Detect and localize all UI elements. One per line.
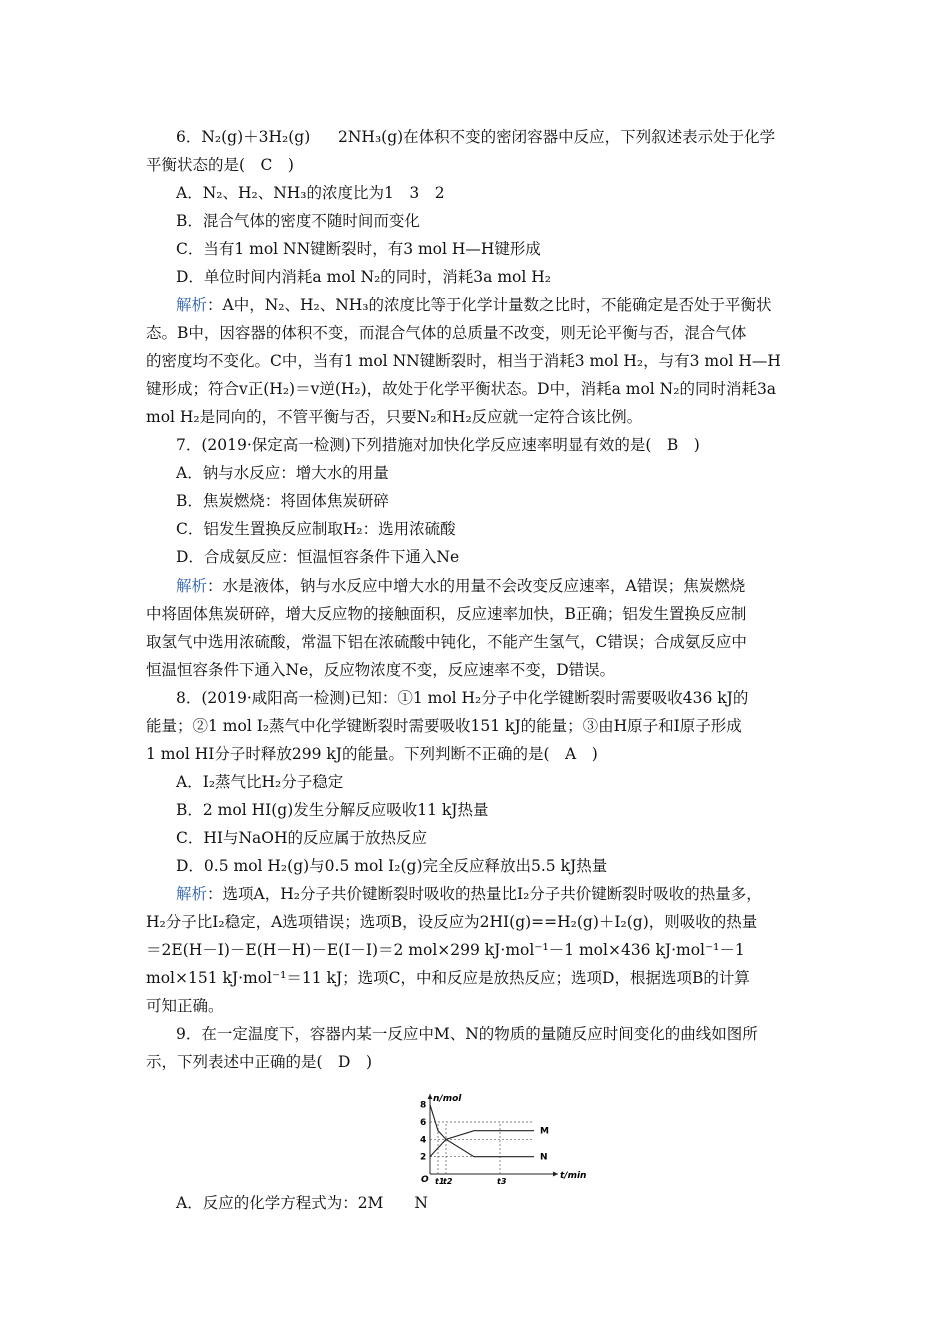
q8-stem-line1: 8．(2019·咸阳高一检测)已知：①1 mol H₂分子中化学键断裂时需要吸收436 kJ的	[176, 689, 749, 707]
q8-stem-line3: 1 mol HI分子时释放299 kJ的能量。下列判断不正确的是( A )	[146, 745, 598, 763]
q7-option-a: A．钠与水反应：增大水的用量	[176, 464, 389, 482]
y-axis-arrow	[428, 1094, 433, 1099]
q8-option-d: D．0.5 mol H₂(g)与0.5 mol I₂(g)完全反应释放出5.5 kJ热量	[176, 857, 608, 875]
q8-option-b: B．2 mol HI(g)发生分解反应吸收11 kJ热量	[176, 801, 489, 819]
q8-analysis-line4: mol×151 kJ·mol⁻¹＝11 kJ；选项C，中和反应是放热反应；选项D，根据选项B的计算	[146, 969, 750, 987]
q8-option-a: A．I₂蒸气比H₂分子稳定	[176, 773, 344, 791]
q8-stem-line2: 能量；②1 mol I₂蒸气中化学键断裂时需要吸收151 kJ的能量；③由H原子和I原子形成	[146, 717, 742, 735]
q7-stem: 7．(2019·保定高一检测)下列措施对加快化学反应速率明显有效的是( B )	[176, 436, 700, 454]
q9-stem-line1: 9．在一定温度下，容器内某一反应中M、N的物质的量随反应时间变化的曲线如图所	[176, 1025, 758, 1043]
y-tick-label: 8	[420, 1100, 427, 1111]
q7-analysis-line2: 中将固体焦炭研碎，增大反应物的接触面积，反应速率加快，B正确；铝发生置换反应制	[146, 605, 747, 623]
q6-analysis-line2: 态。B中，因容器的体积不变，而混合气体的总质量不改变，则无论平衡与否，混合气体	[146, 324, 747, 342]
q7-option-c: C．铝发生置换反应制取H₂：选用浓硫酸	[176, 520, 456, 538]
q7-analysis-line1: 解析：水是液体，钠与水反应中增大水的用量不会改变反应速率，A错误；焦炭燃烧	[176, 577, 746, 595]
q8-analysis-line2: H₂分子比I₂稳定，A选项错误；选项B，设反应为2HI(g)==H₂(g)＋I₂(g)，则吸收的热量	[146, 913, 758, 931]
mn-amount-chart	[410, 1088, 587, 1188]
x-tick-label: t3	[497, 1177, 507, 1186]
x-tick-label: t2	[443, 1177, 453, 1186]
q7-option-d: D．合成氨反应：恒温恒容条件下通入Ne	[176, 548, 460, 566]
q7-analysis-line3: 取氢气中选用浓硫酸，常温下铝在浓硫酸中钝化，不能产生氢气，C错误；合成氨反应中	[146, 633, 747, 651]
q8-option-c: C．HI与NaOH的反应属于放热反应	[176, 829, 428, 847]
q6-analysis-line3: 的密度均不变化。C中，当有1 mol NN键断裂时，相当于消耗3 mol H₂，与有3 mol H—H	[146, 352, 781, 370]
q8-analysis-line3: ＝2E(H－I)－E(H－H)－E(I－I)＝2 mol×299 kJ·mol⁻¹－1 mol×436 kJ·mol⁻¹－1	[146, 941, 745, 959]
q6-stem-line1a: 6．N₂(g)＋3H₂(g)	[176, 128, 311, 146]
q9-stem-line2: 示，下列表述中正确的是( D )	[146, 1053, 373, 1071]
q8-analysis-line1: 解析：选项A，H₂分子共价键断裂时吸收的热量比I₂分子共价键断裂时吸收的热量多，	[176, 885, 762, 903]
q6-analysis-line5: mol H₂是同向的，不管平衡与否，只要N₂和H₂反应就一定符合该比例。	[146, 408, 643, 426]
q9-option-a: A．反应的化学方程式为：2M N	[176, 1194, 428, 1212]
y-tick-label: 6	[420, 1118, 427, 1128]
x-axis-arrow	[553, 1172, 558, 1177]
analysis-label: 解析	[176, 577, 208, 595]
series-label-m: M	[540, 1126, 549, 1137]
y-tick-label: 2	[420, 1152, 427, 1163]
q6-stem-line2: 平衡状态的是( C )	[146, 156, 294, 174]
origin-label: O	[421, 1175, 429, 1185]
q7-option-b: B．焦炭燃烧：将固体焦炭研碎	[176, 492, 389, 510]
series-label-n: N	[540, 1152, 548, 1163]
analysis-label: 解析	[176, 296, 208, 314]
q8-analysis-line5: 可知正确。	[146, 997, 224, 1015]
q6-option-d: D．单位时间内消耗a mol N₂的同时，消耗3a mol H₂	[176, 268, 551, 286]
q6-option-a: A．N₂、H₂、NH₃的浓度比为1 3 2	[176, 184, 445, 202]
x-axis-label: t/min	[560, 1171, 587, 1181]
series-line-m	[430, 1131, 534, 1157]
y-tick-label: 4	[420, 1135, 427, 1146]
y-axis-label: n/mol	[433, 1094, 462, 1104]
x-tick-label: t1	[435, 1177, 445, 1186]
q7-analysis-line4: 恒温恒容条件下通入Ne，反应物浓度不变，反应速率不变，D错误。	[146, 661, 616, 679]
q6-stem-line1b: 2NH₃(g)在体积不变的密闭容器中反应，下列叙述表示处于化学	[338, 128, 776, 146]
q6-option-c: C．当有1 mol NN键断裂时，有3 mol H—H键形成	[176, 240, 541, 258]
q6-analysis-line4: 键形成；符合v正(H₂)＝v逆(H₂)，故处于化学平衡状态。D中，消耗a mol N₂的同时消耗3a	[146, 380, 777, 398]
q6-option-b: B．混合气体的密度不随时间而变化	[176, 212, 420, 230]
analysis-label: 解析	[176, 885, 208, 903]
q6-analysis-line1: 解析：A中，N₂、H₂、NH₃的浓度比等于化学计量数之比时，不能确定是否处于平衡状	[176, 296, 772, 314]
